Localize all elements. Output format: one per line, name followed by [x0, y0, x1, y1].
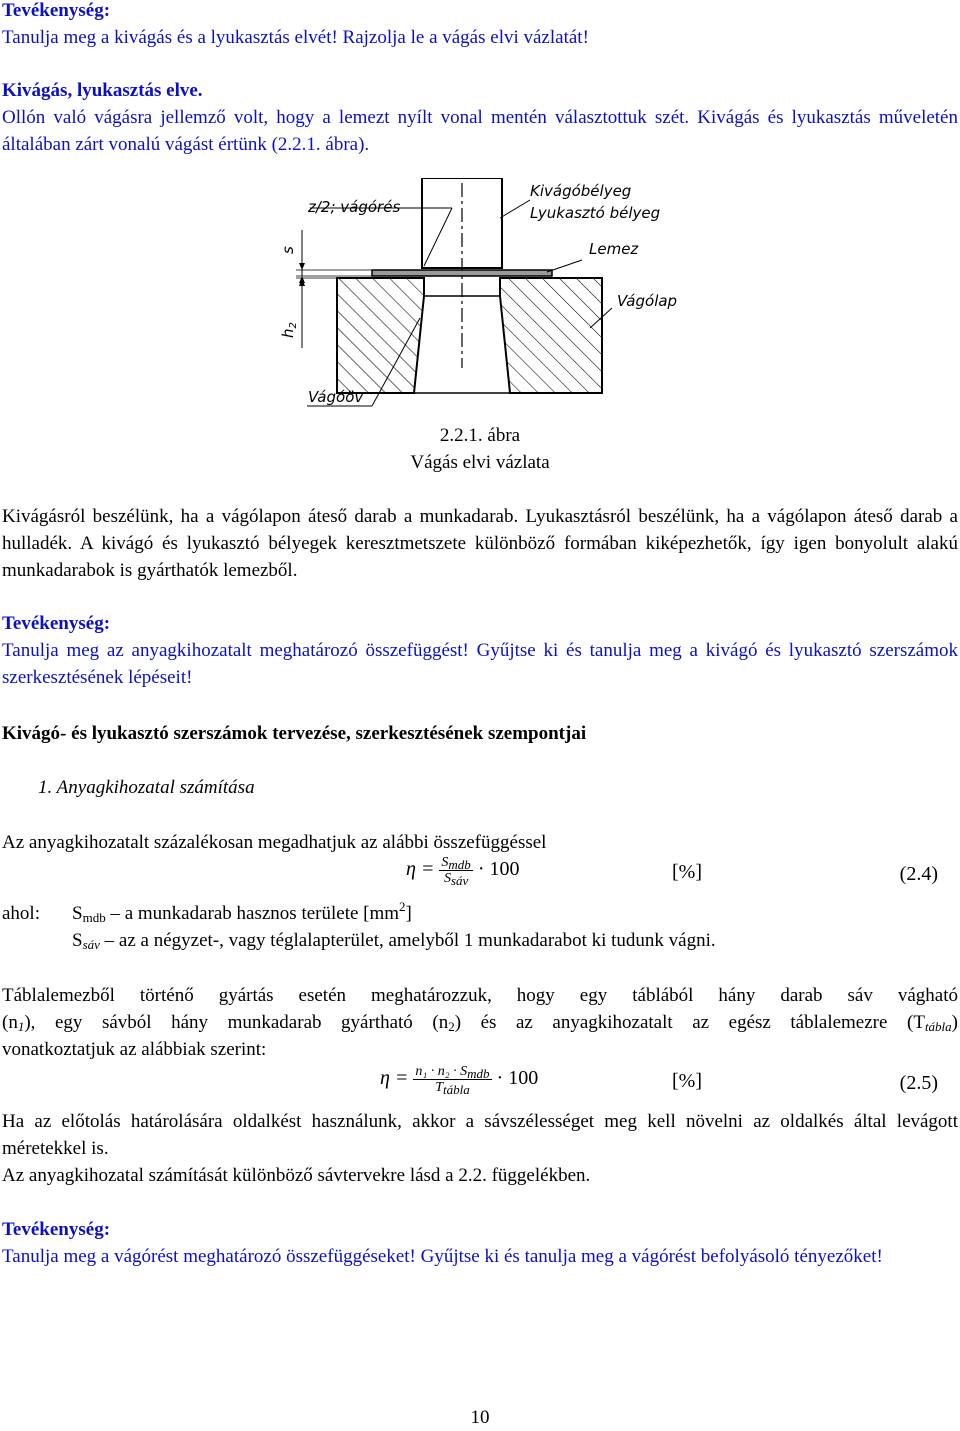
die-right	[500, 278, 602, 393]
section-heading: Kivágás, lyukasztás elve.	[2, 80, 203, 101]
equation-number: (2.5)	[899, 1072, 938, 1094]
activity-heading: Tevékenység:	[2, 0, 111, 21]
formula-2-4: η = $\frac{S_{mdb}}{S_{sáv}}$ · 100 [%] (2.4)	[406, 855, 938, 888]
activity-heading: Tevékenység:	[2, 1219, 111, 1240]
activity-1	[2, 0, 958, 51]
figure-number: 2.2.1. ábra	[439, 425, 521, 446]
sheet-shape	[372, 270, 552, 276]
label-h2: $h_2$	[279, 322, 299, 338]
paragraph-definitions: Kivágásról beszélünk, ha a vágólapon áteső darab a munkadarab. Lyukasztásról beszélünk, ha a vágólapon áteső darab a hulladék. A kivágó és lyukasztó bélyegek keresztmetszete különböző formában kiképezhetők, így igen bonyolult alakú munkadarabok is gyárthatók lemezből.	[2, 506, 958, 581]
label-sheet: Lemez	[589, 240, 639, 258]
section-principle	[2, 77, 958, 158]
activity-2	[2, 610, 958, 691]
activity-text: Tanulja meg az anyagkihozatalt meghatározó összefüggést! Gyűjtse ki és tanulja meg a kivágó és lyukasztó szerszámok szerkesztésének lépéseit!	[2, 640, 958, 688]
activity-3	[2, 1216, 958, 1270]
definition-smdb: ahol: $S_{mdb}$ – a munkadarab hasznos területe $[mm^2]$	[2, 899, 412, 925]
activity-heading: Tevékenység:	[2, 613, 111, 634]
fraction: $\frac{n_1 \cdot n_2 \cdot S_{mdb}}{T_{tábla}}$	[415, 1064, 490, 1097]
section-heading-2: Kivágó- és lyukasztó szerszámok tervezése, szerkesztésének szempontjai	[2, 723, 587, 744]
activity-text: Tanulja meg a kivágás és a lyukasztás elvét! Rajzolja le a vágás elvi vázlatát!	[2, 27, 589, 48]
symbol-definitions	[2, 900, 958, 954]
label-belt: Vágóöv	[308, 388, 364, 406]
formula-2-5: η = $\frac{n_1 \cdot n_2 \cdot S_{mdb}}{T_{tábla}}$ · 100 [%] (2.5)	[380, 1064, 938, 1097]
paragraph-appendix-ref: Az anyagkihozatal számítását különböző sávtervekre lásd a 2.2. függelékben.	[2, 1165, 591, 1186]
label-punch-cut: Kivágóbélyeg	[530, 182, 632, 200]
activity-text: Tanulja meg a vágórést meghatározó összefüggéseket! Gyűjtse ki és tanulja meg a vágórést befolyásoló tényezőket!	[2, 1246, 883, 1267]
label-gap: z/2; vágórés	[308, 198, 401, 216]
equation-number: (2.4)	[899, 863, 938, 885]
fraction: $\frac{S_{mdb}}{S_{sáv}}$	[441, 855, 471, 888]
figure-caption	[2, 422, 958, 476]
section-paragraph: Ollón való vágásra jellemző volt, hogy a lemezt nyílt vonal mentén választottuk szét. Kivágás és lyukasztás műveletén általában zárt vonalú vágást értünk (2.2.1. ábra).	[2, 107, 958, 155]
label-s: s	[279, 246, 297, 254]
paragraph-sheet-production: Táblalemezből történő gyártás esetén meghatározzuk, hogy egy táblából hány darab sáv vágható $(n_1)$, egy sávból hány munkadarab gyártható $(n_2)$ és az anyagkihozatalt az egész táblalemezre $(T_{tábla})$ vonatkoztatjuk az alábbiak szerint:	[2, 985, 958, 1060]
figure-title: Vágás elvi vázlata	[410, 452, 550, 473]
page-number: 10	[470, 1407, 490, 1428]
paragraph-side-knife: Ha az előtolás határolására oldalkést használunk, akkor a sávszélességet meg kell növelni az oldalkés által levágott méretekkel is.	[2, 1111, 958, 1159]
label-die: Vágólap	[617, 292, 678, 310]
list-item-1: 1. Anyagkihozatal számítása	[38, 777, 255, 798]
definition-ssav: $S_{sáv}$ – az a négyzet-, vagy téglalapterület, amelyből 1 munkadarabot ki tudunk vágni.	[72, 930, 716, 952]
formula-intro: Az anyagkihozatalt százalékosan megadhatjuk az alábbi összefüggéssel	[2, 832, 547, 853]
cutting-diagram	[272, 178, 692, 418]
label-punch-pierce: Lyukasztó bélyeg	[530, 204, 661, 222]
